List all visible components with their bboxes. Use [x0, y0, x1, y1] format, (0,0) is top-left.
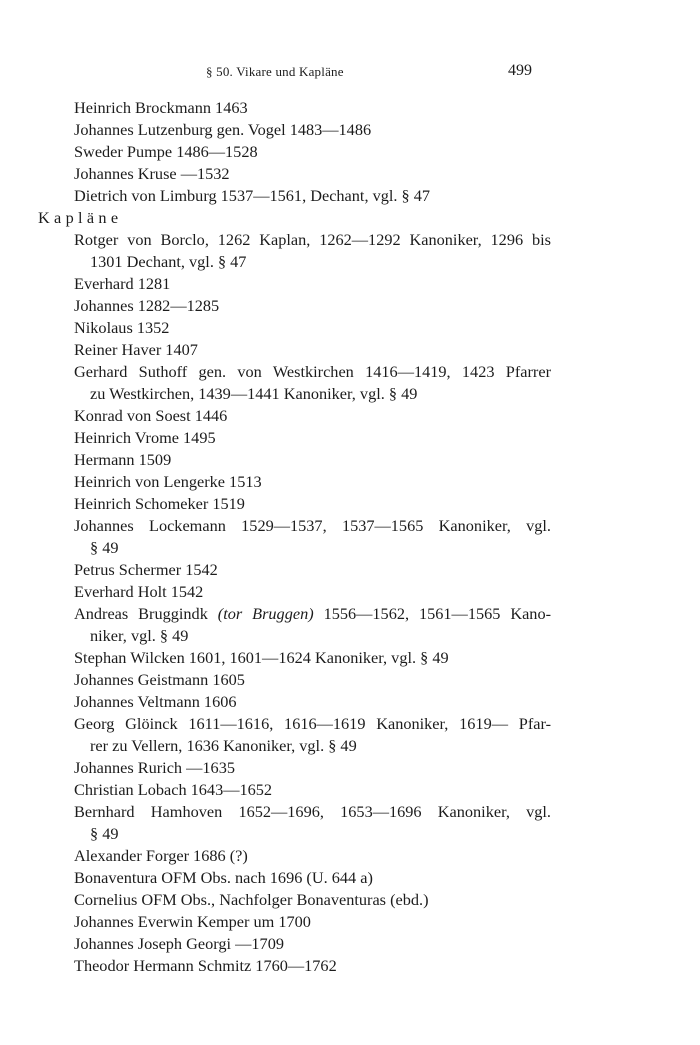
list-item: Dietrich von Limburg 1537—1561, Dechant, vgl. § 47 [74, 186, 431, 205]
list-item-continuation: § 49 [90, 824, 119, 843]
page-header [0, 62, 700, 84]
list-item: Johannes Veltmann 1606 [74, 692, 237, 711]
list-item: Johannes Joseph Georgi —1709 [74, 934, 284, 953]
list-item: Johannes Everwin Kemper um 1700 [74, 912, 311, 931]
list-item: Rotger von Borclo, 1262 Kaplan, 1262—1292 Kanoniker, 1296 bis [74, 230, 551, 249]
page-number: 499 [508, 62, 532, 79]
section-heading: Kapläne [38, 208, 123, 227]
list-item-continuation: § 49 [90, 538, 119, 557]
list-item: Theodor Hermann Schmitz 1760—1762 [74, 956, 337, 975]
list-item: Everhard Holt 1542 [74, 582, 204, 601]
running-title: § 50. Vikare und Kapläne [206, 64, 344, 79]
list-item: Heinrich Schomeker 1519 [74, 494, 245, 513]
entry-dates: 1556—1562, 1561—1565 Kano- [313, 604, 552, 623]
list-item [74, 604, 551, 624]
entry-alias: (tor Bruggen) [217, 604, 314, 623]
list-item: Johannes Lockemann 1529—1537, 1537—1565 Kanoniker, vgl. [74, 516, 551, 535]
list-item: Bonaventura OFM Obs. nach 1696 (U. 644 a) [74, 868, 373, 887]
entry-name: Andreas Bruggindk [74, 604, 218, 623]
list-item: Johannes Rurich —1635 [74, 758, 235, 777]
list-item: Sweder Pumpe 1486—1528 [74, 142, 258, 161]
list-item: Konrad von Soest 1446 [74, 406, 228, 425]
list-item: Georg Glöinck 1611—1616, 1616—1619 Kanoniker, 1619— Pfar- [74, 714, 551, 733]
list-item: Everhard 1281 [74, 274, 171, 293]
list-item: Gerhard Suthoff gen. von Westkirchen 1416—1419, 1423 Pfarrer [74, 362, 551, 381]
list-item: Petrus Schermer 1542 [74, 560, 218, 579]
list-item: Cornelius OFM Obs., Nachfolger Bonaventuras (ebd.) [74, 890, 429, 909]
list-item: Heinrich Brockmann 1463 [74, 98, 248, 117]
list-item: Hermann 1509 [74, 450, 172, 469]
list-item: Johannes Lutzenburg gen. Vogel 1483—1486 [74, 120, 372, 139]
list-item-continuation: 1301 Dechant, vgl. § 47 [90, 252, 247, 271]
list-item: Stephan Wilcken 1601, 1601—1624 Kanoniker, vgl. § 49 [74, 648, 449, 667]
list-item: Johannes Kruse —1532 [74, 164, 230, 183]
list-item: Heinrich von Lengerke 1513 [74, 472, 262, 491]
list-item: Johannes Geistmann 1605 [74, 670, 245, 689]
list-item: Heinrich Vrome 1495 [74, 428, 216, 447]
list-item-continuation: rer zu Vellern, 1636 Kanoniker, vgl. § 49 [90, 736, 357, 755]
list-item: Nikolaus 1352 [74, 318, 170, 337]
list-item: Christian Lobach 1643—1652 [74, 780, 273, 799]
list-item: Johannes 1282—1285 [74, 296, 220, 315]
list-item: Reiner Haver 1407 [74, 340, 198, 359]
list-item: Alexander Forger 1686 (?) [74, 846, 248, 865]
list-item: Bernhard Hamhoven 1652—1696, 1653—1696 Kanoniker, vgl. [74, 802, 551, 821]
list-item-continuation: zu Westkirchen, 1439—1441 Kanoniker, vgl. § 49 [90, 384, 418, 403]
list-item-continuation: niker, vgl. § 49 [90, 626, 189, 645]
